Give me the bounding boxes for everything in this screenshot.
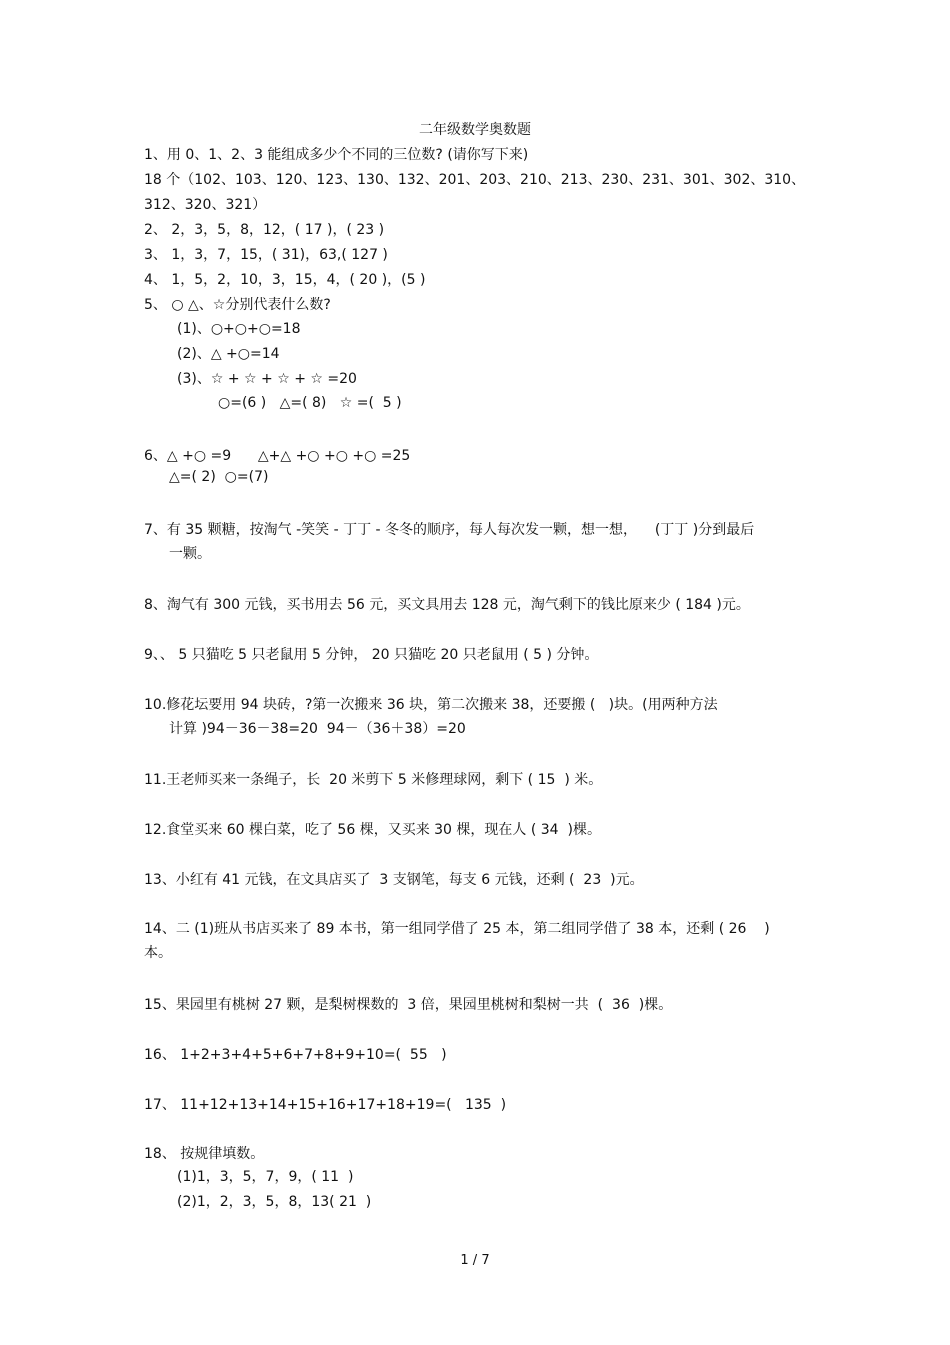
q5-sub-2: (2)、△ +○=14 (177, 346, 280, 362)
q14-line-1: 14、二 (1)班从书店买来了 89 本书，第一组同学借了 25 本，第二组同学借了 38 本，还剩 ( 26 ) (144, 921, 770, 937)
q18-sub-2: (2)1，2，3，5，8，13( 21 ) (177, 1194, 372, 1210)
q1-line: 1、用 0、1、2、3 能组成多少个不同的三位数? (请你写下来) (144, 147, 529, 163)
q15-line: 15、果园里有桃树 27 颗，是梨树棵数的 3 倍，果园里桃树和梨树一共 ( 36 )棵。 (144, 997, 673, 1013)
q5-answer: ○=(6 ) △=( 8) ☆ =( 5 ) (218, 395, 402, 411)
q14-line-2: 本。 (144, 945, 172, 961)
q5-sub-3: (3)、☆ + ☆ + ☆ + ☆ =20 (177, 371, 357, 387)
q9-line: 9、、 5 只猫吃 5 只老鼠用 5 分钟， 20 只猫吃 20 只老鼠用 ( 5 ) 分钟。 (144, 647, 599, 663)
q12-line: 12.食堂买来 60 棵白菜，吃了 56 棵，又买来 30 棵，现在人 ( 34 )棵。 (144, 822, 601, 838)
q18-line: 18、 按规律填数。 (144, 1146, 265, 1162)
q5-sub-1: (1)、○+○+○=18 (177, 321, 301, 337)
q3-line: 3、 1，3，7，15，( 31)，63,( 127 ) (144, 247, 388, 263)
q17-line: 17、 11+12+13+14+15+16+17+18+19=( 135 ) (144, 1097, 507, 1113)
q1-answer-line-2: 312、320、321） (144, 197, 267, 213)
q4-line: 4、 1，5，2，10，3，15，4，( 20 )，(5 ) (144, 272, 426, 288)
q6-answer: △=( 2) ○=(7) (169, 469, 269, 485)
q11-line: 11.王老师买来一条绳子，长 20 米剪下 5 米修理球网，剩下 ( 15 ) 米。 (144, 772, 603, 788)
q13-line: 13、小红有 41 元钱，在文具店买了 3 支钢笔，每支 6 元钱，还剩 ( 23 )元。 (144, 872, 644, 888)
q5-line: 5、 ○ △、☆分别代表什么数? (144, 297, 331, 313)
q16-line: 16、 1+2+3+4+5+6+7+8+9+10=( 55 ) (144, 1047, 447, 1063)
q2-line: 2、 2，3，5，8，12，( 17 )，( 23 ) (144, 222, 385, 238)
q7-line-1: 7、有 35 颗糖，按淘气 -笑笑 - 丁丁 - 冬冬的顺序，每人每次发一颗，想一想， (丁丁 )分到最后 (144, 522, 755, 538)
q1-answer-line-1: 18 个（102、103、120、123、130、132、201、203、210、213、230、231、301、302、310、 (144, 172, 806, 188)
q10-line-2: 计算 )94－36－38=20 94－（36＋38）=20 (169, 721, 466, 737)
q10-line-1: 10.修花坛要用 94 块砖，?第一次搬来 36 块，第二次搬来 38，还要搬 ( )块。(用两种方法 (144, 697, 718, 713)
q7-line-2: 一颗。 (169, 546, 211, 562)
document-title: 二年级数学奥数题 (419, 122, 531, 138)
q8-line: 8、淘气有 300 元钱，买书用去 56 元，买文具用去 128 元，淘气剩下的钱比原来少 ( 184 )元。 (144, 597, 750, 613)
q18-sub-1: (1)1，3，5，7，9，( 11 ) (177, 1169, 354, 1185)
q6-line: 6、△ +○ =9 △+△ +○ +○ +○ =25 (144, 448, 411, 464)
page-number: 1 / 7 (460, 1253, 490, 1268)
